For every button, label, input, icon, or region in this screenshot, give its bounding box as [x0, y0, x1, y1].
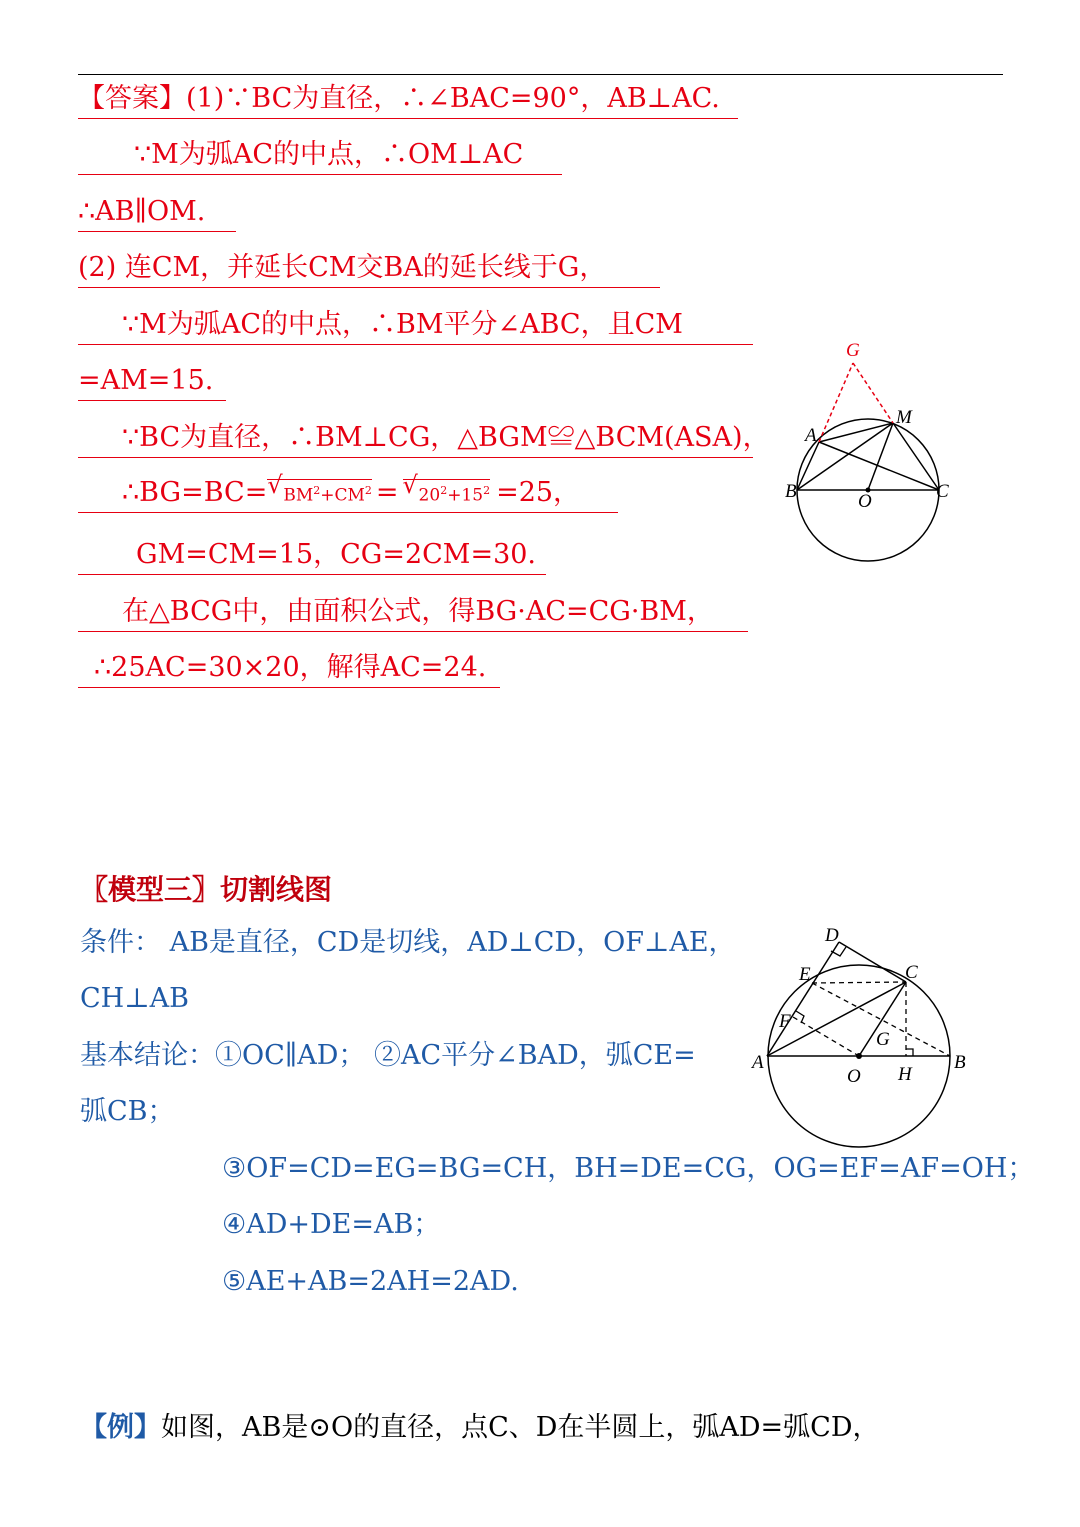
sqrt-1: √ $BM^2+CM^2$	[267, 471, 372, 506]
answer-line-5: ∵M为弧AC的中点，∴BM平分∠ABC，且CM	[78, 308, 753, 345]
figure-tangent-secant	[745, 920, 980, 1155]
example-text: 如图，AB是⊙O的直径，点C、D在半圆上，弧AD=弧CD，	[161, 1412, 880, 1443]
answer-line-11: ∴25AC=30×20，解得AC=24.	[78, 651, 500, 688]
sqrt-2: √ $20^2+15^2$	[402, 471, 491, 506]
figure-circle-bc-diameter	[775, 335, 975, 565]
model-conclusion-4: ④AD+DE=AB；	[222, 1209, 441, 1240]
label-g: G	[846, 340, 860, 361]
header-rule	[78, 74, 1003, 75]
answer-line-6: =AM=15.	[78, 364, 226, 401]
label-o: O	[847, 1066, 861, 1087]
model-conclusion-1: 基本结论：①OC∥AD； ②AC平分∠BAD，弧CE=	[80, 1040, 696, 1071]
example-line	[80, 1405, 879, 1444]
model-condition-2: CH⊥AB	[80, 983, 189, 1014]
label-e: E	[799, 964, 811, 985]
label-g: G	[876, 1029, 890, 1050]
model-conclusion-2: 弧CB；	[80, 1096, 175, 1127]
label-a: A	[752, 1052, 764, 1073]
answer-line-4: (2) 连CM，并延长CM交BA的延长线于G，	[78, 251, 660, 288]
label-c: C	[905, 962, 918, 983]
answer-line-3: ∴AB∥OM.	[78, 195, 236, 232]
label-b: B	[785, 481, 797, 502]
answer-line-7: ∵BC为直径，∴BM⊥CG，△BGM≌△BCM(ASA)，	[78, 421, 753, 458]
answer-line-9: GM=CM=15，CG=2CM=30.	[78, 538, 546, 575]
label-o: O	[858, 491, 872, 512]
answer-line-8: ∴BG=BC= √ $BM^2+CM^2$ = √ $20^2+15^2 =25$，	[78, 476, 618, 513]
model-condition-1: 条件： AB是直径，CD是切线，AD⊥CD，OF⊥AE，	[80, 927, 736, 958]
answer-line-1: 【答案】(1)∵BC为直径，∴∠BAC=90°，AB⊥AC.	[78, 82, 738, 119]
answer-line-10: 在△BCG中，由面积公式，得BG·AC=CG·BM，	[78, 595, 748, 632]
label-b: B	[954, 1052, 966, 1073]
label-c: C	[936, 481, 949, 502]
label-d: D	[825, 925, 839, 946]
label-f: F	[779, 1011, 791, 1032]
label-h: H	[898, 1064, 912, 1085]
label-a: A	[805, 425, 817, 446]
model-conclusion-5: ⑤AE+AB=2AH=2AD.	[222, 1266, 519, 1297]
answer-line-2: ∵M为弧AC的中点，∴OM⊥AC	[78, 138, 562, 175]
label-m: M	[896, 407, 912, 428]
example-tag: 【例】	[80, 1412, 161, 1443]
model-conclusion-3: ③OF=CD=EG=BG=CH，BH=DE=CG，OG=EF=AF=OH；	[222, 1153, 1035, 1184]
model-title: 〖模型三〗切割线图	[80, 873, 333, 906]
